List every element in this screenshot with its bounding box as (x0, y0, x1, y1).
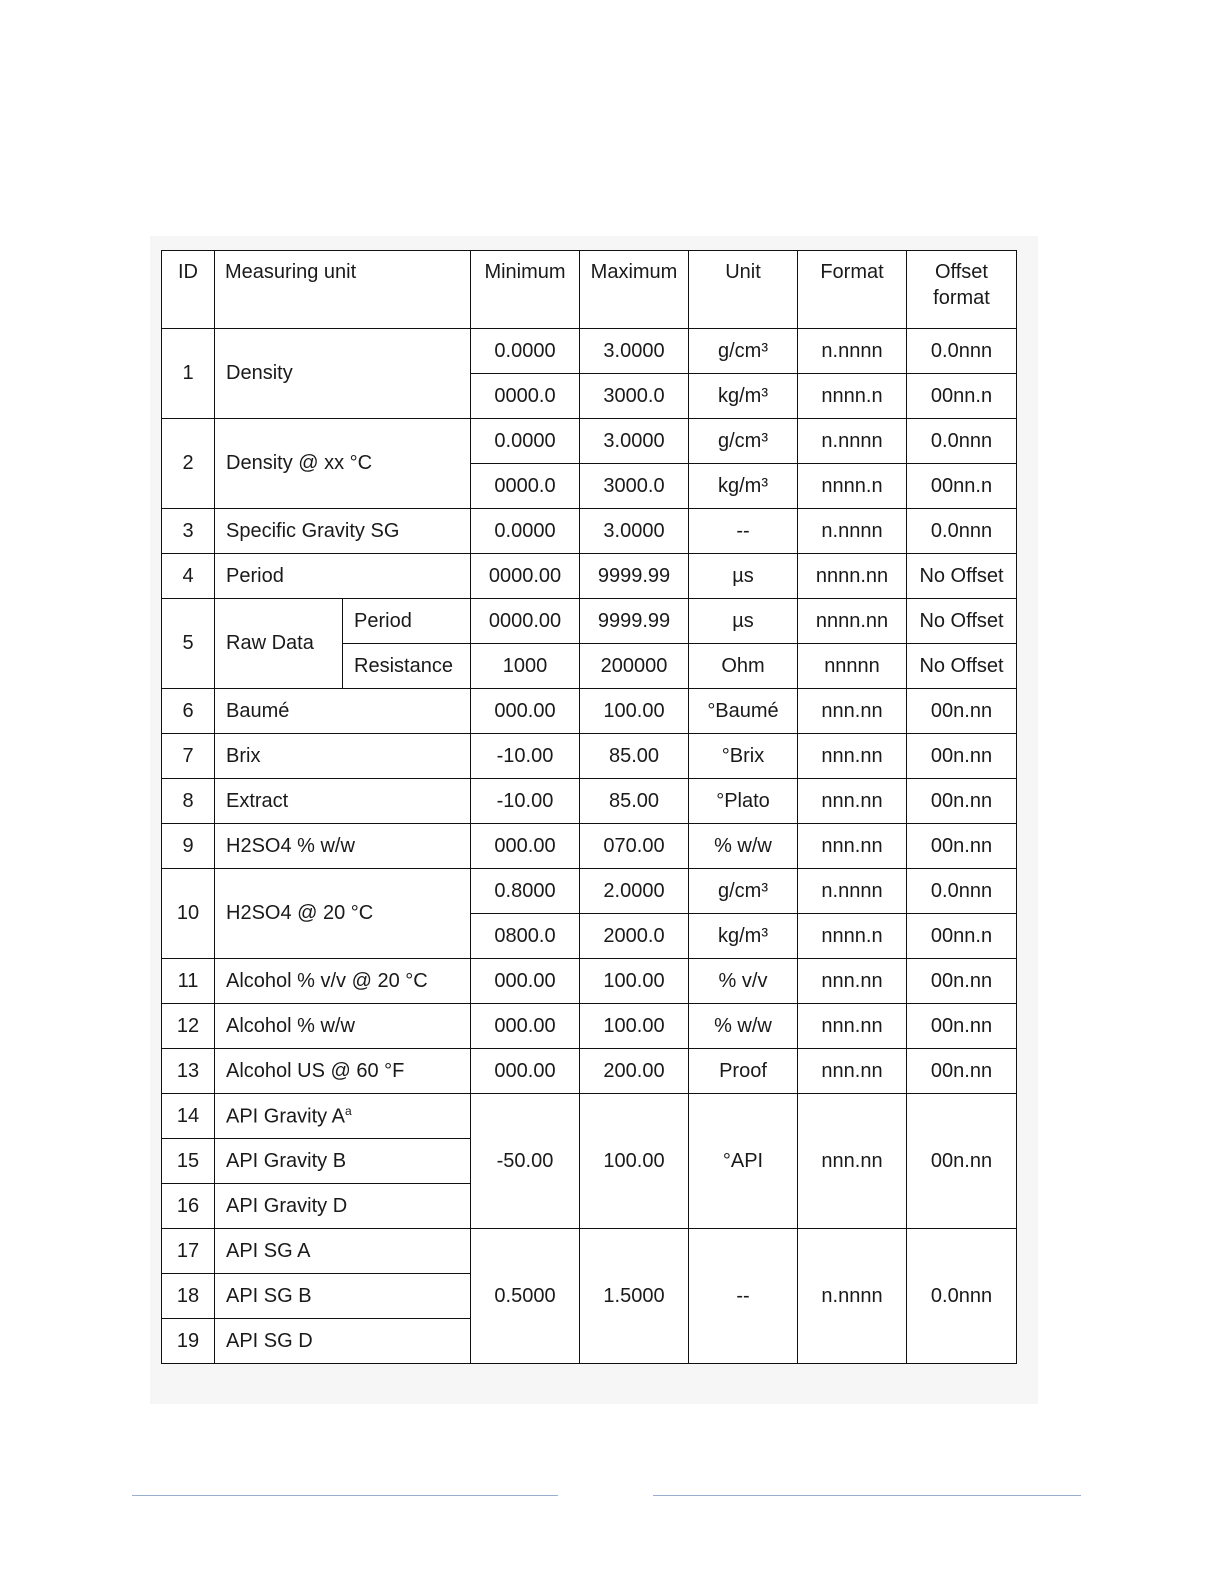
cell-maximum: 3000.0 (580, 374, 689, 419)
row-measuring-unit: Period (215, 554, 471, 599)
cell-maximum: 1.5000 (580, 1229, 689, 1364)
row-measuring-unit: H2SO4 @ 20 °C (215, 869, 471, 959)
cell-format: n.nnnn (798, 869, 907, 914)
row-measuring-unit: Alcohol % w/w (215, 1004, 471, 1049)
table-row (162, 734, 1017, 779)
row-measuring-unit: Specific Gravity SG (215, 509, 471, 554)
row-measuring-unit: Brix (215, 734, 471, 779)
cell-unit: Proof (689, 1049, 798, 1094)
cell-offset: 00n.nn (907, 734, 1017, 779)
cell-unit: kg/m³ (689, 464, 798, 509)
row-id: 12 (162, 1004, 215, 1049)
cell-maximum: 100.00 (580, 689, 689, 734)
row-id: 5 (162, 599, 215, 689)
cell-minimum: -10.00 (471, 779, 580, 824)
cell-minimum: 0.0000 (471, 329, 580, 374)
row-id: 16 (162, 1184, 215, 1229)
row-id: 19 (162, 1319, 215, 1364)
cell-unit: g/cm³ (689, 869, 798, 914)
cell-maximum: 070.00 (580, 824, 689, 869)
row-measuring-unit: Alcohol % v/v @ 20 °C (215, 959, 471, 1004)
row-id: 9 (162, 824, 215, 869)
cell-maximum: 9999.99 (580, 599, 689, 644)
cell-minimum: 0.5000 (471, 1229, 580, 1364)
cell-minimum: 0.0000 (471, 509, 580, 554)
cell-unit: -- (689, 509, 798, 554)
cell-format: nnn.nn (798, 1049, 907, 1094)
row-measuring-unit: API SG D (215, 1319, 471, 1364)
cell-offset: 00n.nn (907, 1004, 1017, 1049)
row-id: 2 (162, 419, 215, 509)
table-row (162, 1004, 1017, 1049)
cell-unit: kg/m³ (689, 914, 798, 959)
cell-maximum: 100.00 (580, 1004, 689, 1049)
cell-unit: % w/w (689, 1004, 798, 1049)
cell-maximum: 2000.0 (580, 914, 689, 959)
table-row (162, 509, 1017, 554)
table-row (162, 869, 1017, 914)
cell-offset: 00n.nn (907, 824, 1017, 869)
row-id: 7 (162, 734, 215, 779)
cell-format: nnn.nn (798, 689, 907, 734)
cell-offset: 00nn.n (907, 374, 1017, 419)
row-measuring-unit: Extract (215, 779, 471, 824)
table-row (162, 689, 1017, 734)
cell-minimum: 000.00 (471, 689, 580, 734)
cell-maximum: 2.0000 (580, 869, 689, 914)
cell-offset: 00nn.n (907, 464, 1017, 509)
cell-format: nnn.nn (798, 824, 907, 869)
row-sub-unit: Period (343, 599, 471, 644)
cell-maximum: 3.0000 (580, 509, 689, 554)
table-row (162, 554, 1017, 599)
cell-unit: °Baumé (689, 689, 798, 734)
row-measuring-unit: Density @ xx °C (215, 419, 471, 509)
cell-minimum: 0800.0 (471, 914, 580, 959)
row-id: 3 (162, 509, 215, 554)
table-row (162, 1094, 1017, 1139)
cell-maximum: 85.00 (580, 779, 689, 824)
cell-format: n.nnnn (798, 509, 907, 554)
cell-unit: % w/w (689, 824, 798, 869)
cell-offset: 00nn.n (907, 914, 1017, 959)
cell-unit: Ohm (689, 644, 798, 689)
cell-unit: % v/v (689, 959, 798, 1004)
cell-offset: No Offset (907, 599, 1017, 644)
cell-minimum: 0000.00 (471, 599, 580, 644)
cell-unit: g/cm³ (689, 419, 798, 464)
cell-minimum: -50.00 (471, 1094, 580, 1229)
measuring-units-table (161, 250, 1017, 1364)
cell-maximum: 3.0000 (580, 419, 689, 464)
header-offset-format (907, 251, 1017, 329)
cell-format: nnn.nn (798, 959, 907, 1004)
cell-format: nnnn.nn (798, 599, 907, 644)
header-minimum: Minimum (471, 251, 580, 329)
cell-maximum: 3000.0 (580, 464, 689, 509)
row-id: 1 (162, 329, 215, 419)
cell-offset: 00n.nn (907, 1094, 1017, 1229)
cell-offset: 00n.nn (907, 779, 1017, 824)
cell-minimum: 000.00 (471, 824, 580, 869)
cell-maximum: 200.00 (580, 1049, 689, 1094)
cell-offset: 00n.nn (907, 1049, 1017, 1094)
footer-rule-left (132, 1495, 558, 1496)
cell-maximum: 3.0000 (580, 329, 689, 374)
row-measuring-unit: API Gravity B (215, 1139, 471, 1184)
cell-maximum: 100.00 (580, 959, 689, 1004)
cell-unit: µs (689, 599, 798, 644)
cell-offset: 00n.nn (907, 959, 1017, 1004)
cell-format: nnn.nn (798, 1094, 907, 1229)
row-id: 17 (162, 1229, 215, 1274)
table-row (162, 779, 1017, 824)
cell-format: n.nnnn (798, 329, 907, 374)
table-row (162, 959, 1017, 1004)
cell-unit: g/cm³ (689, 329, 798, 374)
header-maximum: Maximum (580, 251, 689, 329)
cell-minimum: 0000.0 (471, 464, 580, 509)
footer-rule-right (653, 1495, 1081, 1496)
table-row (162, 599, 1017, 644)
table-row (162, 1049, 1017, 1094)
row-id: 14 (162, 1094, 215, 1139)
table-row (162, 329, 1017, 374)
cell-offset: 0.0nnn (907, 869, 1017, 914)
cell-minimum: 000.00 (471, 1004, 580, 1049)
row-id: 4 (162, 554, 215, 599)
cell-format: nnnn.n (798, 914, 907, 959)
cell-offset: 00n.nn (907, 689, 1017, 734)
cell-unit: °Plato (689, 779, 798, 824)
cell-format: nnn.nn (798, 1004, 907, 1049)
cell-unit: °Brix (689, 734, 798, 779)
cell-maximum: 85.00 (580, 734, 689, 779)
row-id: 11 (162, 959, 215, 1004)
cell-maximum: 200000 (580, 644, 689, 689)
cell-unit: µs (689, 554, 798, 599)
cell-format: n.nnnn (798, 1229, 907, 1364)
cell-minimum: 000.00 (471, 959, 580, 1004)
header-offset-line1: Offset (935, 261, 988, 283)
cell-offset: 0.0nnn (907, 419, 1017, 464)
cell-minimum: 0000.0 (471, 374, 580, 419)
cell-format: nnnnn (798, 644, 907, 689)
cell-minimum: -10.00 (471, 734, 580, 779)
cell-format: nnnn.n (798, 464, 907, 509)
footnote-marker: a (344, 1103, 352, 1118)
cell-unit: -- (689, 1229, 798, 1364)
row-measuring-unit: H2SO4 % w/w (215, 824, 471, 869)
table-row (162, 824, 1017, 869)
row-measuring-unit: API Gravity D (215, 1184, 471, 1229)
cell-format: n.nnnn (798, 419, 907, 464)
table-row (162, 1229, 1017, 1274)
header-measuring-unit: Measuring unit (215, 251, 471, 329)
cell-maximum: 100.00 (580, 1094, 689, 1229)
cell-unit: °API (689, 1094, 798, 1229)
row-measuring-unit-text: API Gravity A (226, 1105, 345, 1128)
cell-offset: 0.0nnn (907, 329, 1017, 374)
cell-offset: No Offset (907, 644, 1017, 689)
header-offset-line2: format (933, 287, 990, 309)
row-id: 10 (162, 869, 215, 959)
row-id: 18 (162, 1274, 215, 1319)
header-id: ID (162, 251, 215, 329)
cell-minimum: 0.0000 (471, 419, 580, 464)
cell-minimum: 000.00 (471, 1049, 580, 1094)
table-row (162, 419, 1017, 464)
cell-format: nnnn.nn (798, 554, 907, 599)
header-unit: Unit (689, 251, 798, 329)
row-measuring-unit: Density (215, 329, 471, 419)
row-measuring-unit (215, 1094, 471, 1139)
cell-maximum: 9999.99 (580, 554, 689, 599)
row-measuring-unit: Alcohol US @ 60 °F (215, 1049, 471, 1094)
row-measuring-unit: API SG A (215, 1229, 471, 1274)
row-id: 13 (162, 1049, 215, 1094)
cell-format: nnn.nn (798, 779, 907, 824)
cell-minimum: 0.8000 (471, 869, 580, 914)
row-id: 6 (162, 689, 215, 734)
cell-offset: No Offset (907, 554, 1017, 599)
header-format: Format (798, 251, 907, 329)
cell-offset: 0.0nnn (907, 1229, 1017, 1364)
row-sub-unit: Resistance (343, 644, 471, 689)
cell-minimum: 1000 (471, 644, 580, 689)
row-id: 15 (162, 1139, 215, 1184)
cell-offset: 0.0nnn (907, 509, 1017, 554)
row-id: 8 (162, 779, 215, 824)
row-measuring-unit: API SG B (215, 1274, 471, 1319)
cell-format: nnn.nn (798, 734, 907, 779)
row-measuring-unit: Baumé (215, 689, 471, 734)
cell-minimum: 0000.00 (471, 554, 580, 599)
row-measuring-unit: Raw Data (215, 599, 343, 689)
cell-format: nnnn.n (798, 374, 907, 419)
header-row (162, 251, 1017, 329)
cell-unit: kg/m³ (689, 374, 798, 419)
